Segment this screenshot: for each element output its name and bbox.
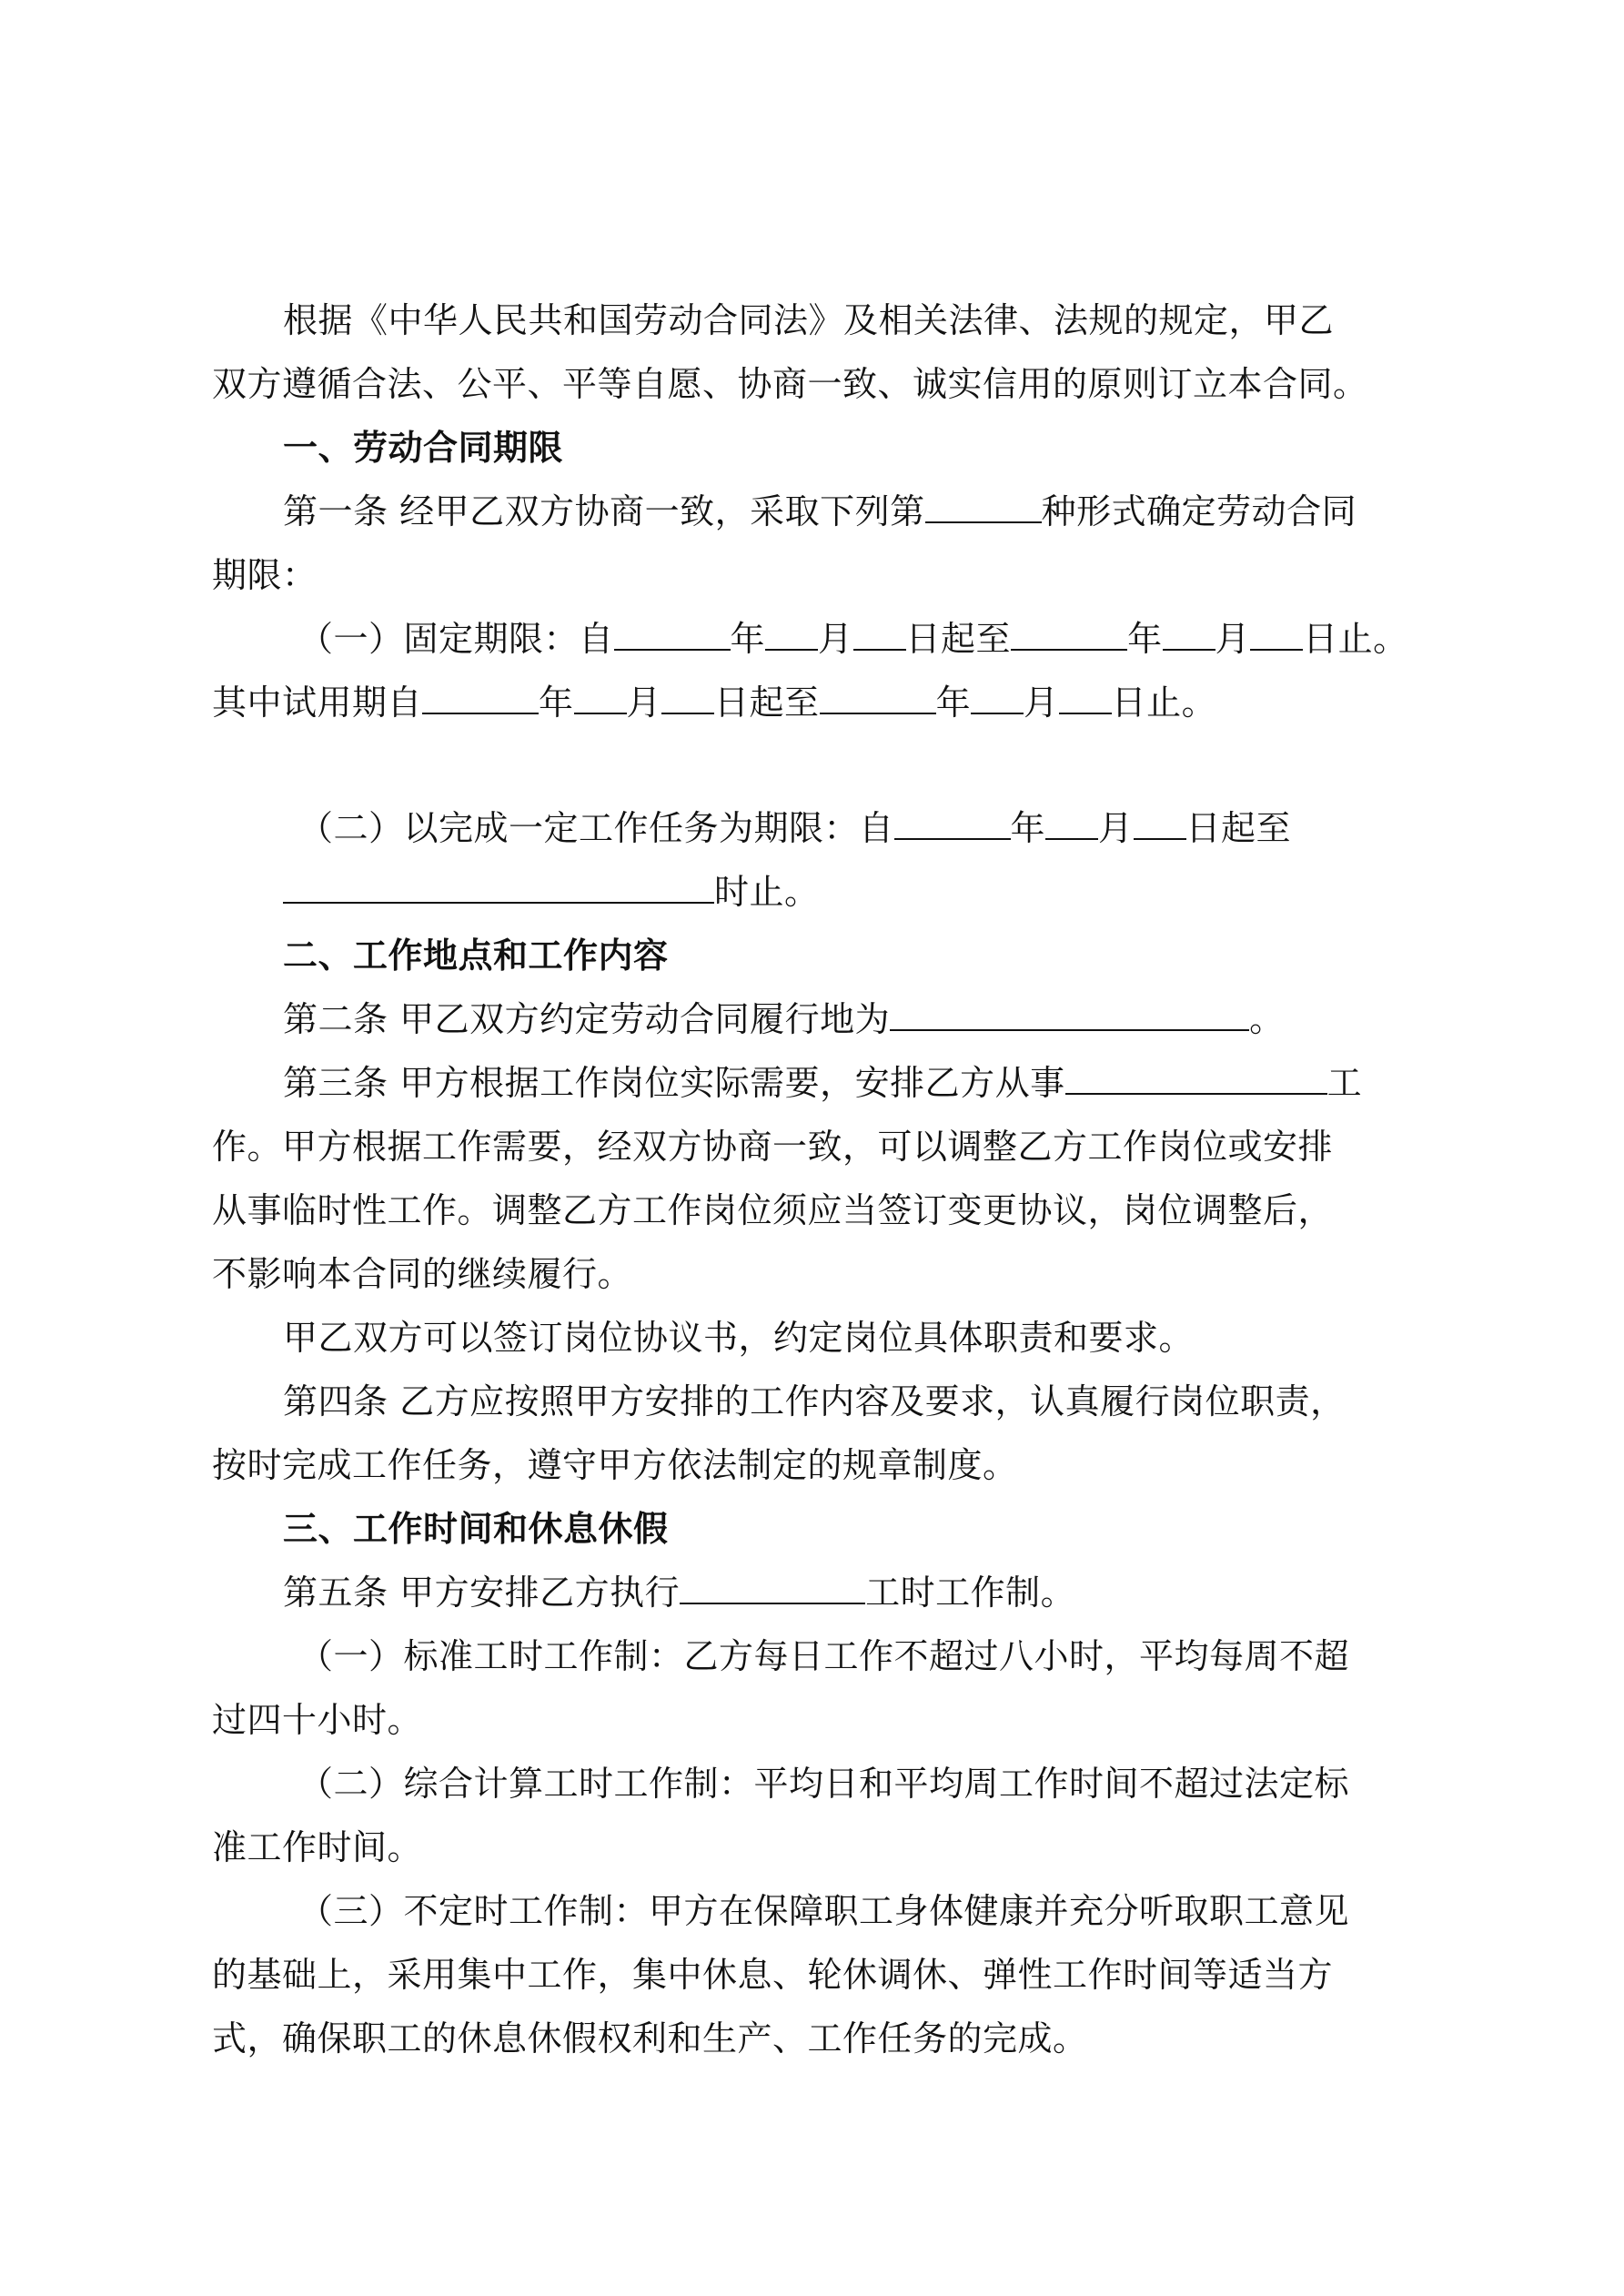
day-from-label: 日起至 [905, 619, 1012, 659]
article-4-line-1: 第四条 乙方应按照甲方安排的工作内容及要求，认真履行岗位职责， [283, 1381, 1346, 1421]
article-3-line-4: 不影响本合同的继续履行。 [212, 1254, 633, 1294]
article-5-line [283, 1568, 1075, 1617]
fixed-term-line-2 [212, 678, 1216, 727]
job-position-blank[interactable] [1065, 1058, 1327, 1095]
article-3-text-before: 第三条 甲方根据工作岗位实际需要，安排乙方从事 [283, 1063, 1065, 1103]
month-label: 月 [1024, 683, 1059, 723]
probation-end-year-blank[interactable] [820, 678, 936, 714]
month-label: 月 [1215, 619, 1251, 659]
section-1-heading: 一、劳动合同期限 [283, 428, 564, 468]
article-1-line-1 [283, 487, 1357, 536]
comprehensive-hours-line-1: （二）综合计算工时工作制：平均日和平均周工作时间不超过法定标 [298, 1764, 1350, 1804]
intro-line-1: 根据《中华人民共和国劳动合同法》及相关法律、法规的规定，甲乙 [283, 300, 1335, 340]
article-5-text-after: 工时工作制。 [865, 1573, 1076, 1613]
year-label: 年 [730, 619, 766, 659]
task-term-prefix: （二）以完成一定工作任务为期限：自 [298, 808, 894, 848]
article-3-text-after: 工 [1326, 1063, 1363, 1103]
probation-prefix: 其中试用期自 [212, 683, 423, 723]
contract-form-blank[interactable] [925, 487, 1042, 523]
task-start-day-blank[interactable] [1134, 804, 1186, 840]
article-5-text-before: 第五条 甲方安排乙方执行 [283, 1573, 681, 1613]
comprehensive-hours-line-2: 准工作时间。 [212, 1827, 423, 1867]
flexible-hours-line-3: 式，确保职工的休息休假权利和生产、工作任务的完成。 [212, 2018, 1088, 2058]
work-hours-system-blank[interactable] [680, 1568, 865, 1604]
flexible-hours-line-1: （三）不定时工作制：甲方在保障职工身体健康并充分听取职工意见 [298, 1891, 1350, 1931]
article-3-line-3: 从事临时性工作。调整乙方工作岗位须应当签订变更协议，岗位调整后， [212, 1190, 1334, 1230]
article-3-line-2: 作。甲方根据工作需要，经双方协商一致，可以调整乙方工作岗位或安排 [212, 1127, 1334, 1167]
day-end-label: 日止。 [1111, 683, 1217, 723]
month-label: 月 [818, 619, 853, 659]
position-agreement-paragraph: 甲乙双方可以签订岗位协议书，约定岗位具体职责和要求。 [283, 1318, 1195, 1358]
standard-hours-line-2: 过四十小时。 [212, 1700, 423, 1740]
task-term-line-2 [283, 867, 820, 916]
task-completion-blank[interactable] [283, 867, 714, 904]
fixed-term-prefix: （一）固定期限：自 [298, 619, 614, 659]
fixed-term-line-1 [298, 614, 1408, 663]
probation-end-month-blank[interactable] [971, 678, 1024, 714]
section-3-heading: 三、工作时间和休息休假 [283, 1509, 669, 1549]
month-label: 月 [1098, 808, 1134, 848]
start-day-blank[interactable] [853, 614, 906, 651]
probation-end-day-blank[interactable] [1059, 678, 1112, 714]
end-year-blank[interactable] [1011, 614, 1127, 651]
year-label: 年 [1127, 619, 1163, 659]
task-term-end: 时止。 [714, 872, 820, 912]
day-from-label: 日起至 [1185, 808, 1292, 848]
probation-start-month-blank[interactable] [574, 678, 627, 714]
task-start-year-blank[interactable] [894, 804, 1011, 840]
probation-start-year-blank[interactable] [422, 678, 539, 714]
month-label: 月 [626, 683, 662, 723]
end-day-blank[interactable] [1250, 614, 1303, 651]
article-2-text-before: 第二条 甲乙双方约定劳动合同履行地为 [283, 999, 891, 1039]
work-location-blank[interactable] [890, 995, 1249, 1031]
end-month-blank[interactable] [1163, 614, 1215, 651]
task-term-line-1 [298, 804, 1291, 853]
intro-line-2: 双方遵循合法、公平、平等自愿、协商一致、诚实信用的原则订立本合同。 [212, 364, 1368, 404]
day-from-label: 日起至 [714, 683, 820, 723]
task-start-month-blank[interactable] [1045, 804, 1098, 840]
article-1-text-after: 种形式确定劳动合同 [1041, 491, 1357, 531]
day-end-label: 日止。 [1303, 619, 1408, 659]
flexible-hours-line-2: 的基础上，采用集中工作，集中休息、轮休调休、弹性工作时间等适当方 [212, 1955, 1334, 1995]
start-month-blank[interactable] [765, 614, 818, 651]
article-3-line-1 [283, 1058, 1362, 1108]
year-label: 年 [1010, 808, 1046, 848]
article-1-text-before: 第一条 经甲乙双方协商一致，采取下列第 [283, 491, 925, 531]
article-2-line [283, 995, 1285, 1044]
section-2-heading: 二、工作地点和工作内容 [283, 936, 669, 976]
probation-start-day-blank[interactable] [661, 678, 714, 714]
article-1-line-2: 期限： [212, 555, 318, 595]
year-label: 年 [935, 683, 972, 723]
article-2-text-after: 。 [1249, 999, 1285, 1039]
year-label: 年 [539, 683, 574, 723]
start-year-blank[interactable] [614, 614, 731, 651]
standard-hours-line-1: （一）标准工时工作制：乙方每日工作不超过八小时，平均每周不超 [298, 1636, 1350, 1676]
article-4-line-2: 按时完成工作任务，遵守甲方依法制定的规章制度。 [212, 1445, 1018, 1485]
